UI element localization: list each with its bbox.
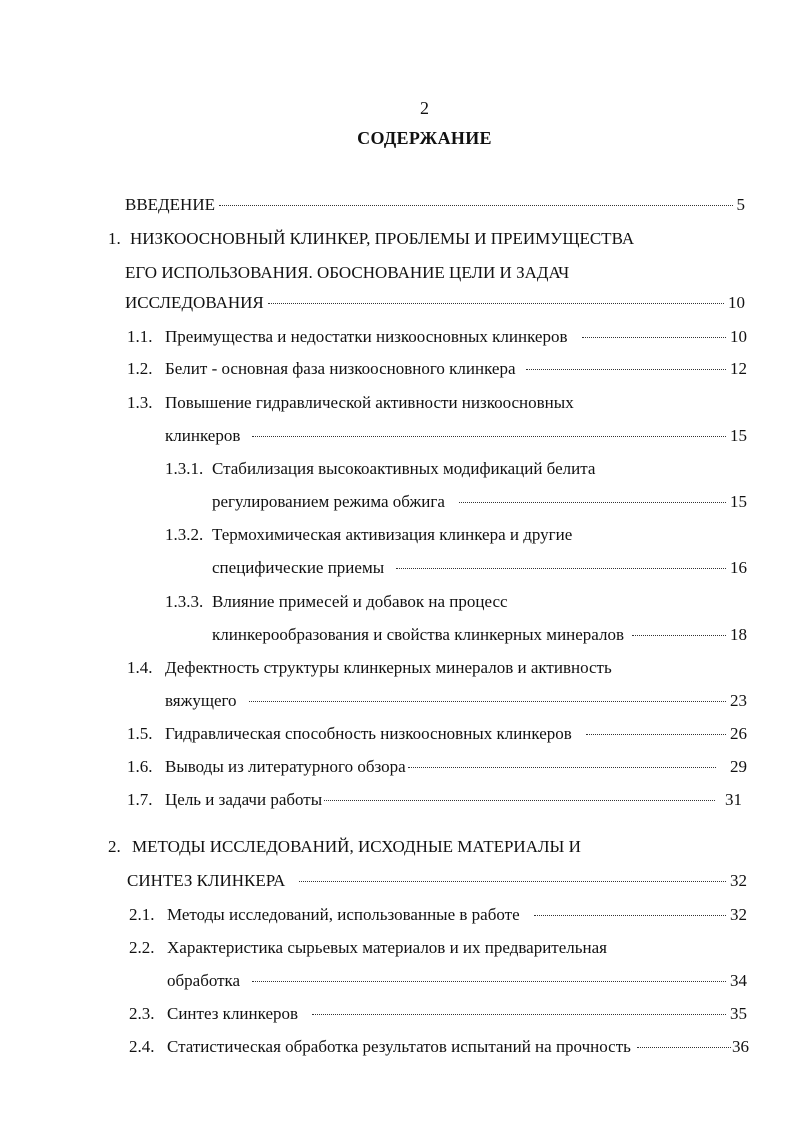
toc-entry-text: Цель и задачи работы — [165, 790, 323, 809]
page-title: СОДЕРЖАНИЕ — [357, 128, 492, 148]
toc-entry-text: специфические приемы — [212, 558, 385, 577]
toc-entry-s1-6 — [127, 756, 747, 778]
toc-entry-number: 2.3. — [129, 1004, 155, 1023]
toc-entry-s1-3-3-line2 — [212, 624, 747, 646]
leader-dots — [526, 368, 726, 370]
toc-page-number: 12 — [730, 359, 747, 378]
toc-entry-text: Влияние примесей и добавок на процесс — [212, 592, 508, 611]
toc-page-number: 35 — [730, 1004, 747, 1023]
toc-entry-number: 1.2. — [127, 359, 153, 378]
toc-entry-number: 1.6. — [127, 757, 153, 776]
toc-entry-s1-3-1-line1 — [165, 458, 595, 480]
leader-dots — [312, 1013, 726, 1015]
leader-dots — [632, 634, 726, 636]
toc-entry-text: Выводы из литературного обзора — [165, 757, 406, 776]
toc-entry-text: клинкеров — [165, 426, 241, 445]
toc-entry-text: НИЗКООСНОВНЫЙ КЛИНКЕР, ПРОБЛЕМЫ И ПРЕИМУЩЕСТВА — [130, 229, 635, 248]
toc-entry-text: СИНТЕЗ КЛИНКЕРА — [127, 871, 286, 890]
toc-page-number: 36 — [732, 1037, 749, 1056]
leader-dots — [252, 435, 726, 437]
toc-entry-text: Термохимическая активизация клинкера и другие — [212, 525, 573, 544]
toc-entry-text: Характеристика сырьевых материалов и их предварительная — [167, 938, 607, 957]
toc-entry-text: МЕТОДЫ ИССЛЕДОВАНИЙ, ИСХОДНЫЕ МАТЕРИАЛЫ И — [132, 837, 581, 856]
toc-entry-s1-3-2-line2 — [212, 557, 747, 579]
toc-entry-s1-1 — [127, 326, 747, 348]
toc-page-number: 10 — [728, 293, 745, 312]
toc-entry-number: 1.3. — [127, 393, 153, 412]
toc-entry-s1-line2 — [125, 262, 569, 284]
toc-entry-s1-4-line2 — [165, 690, 747, 712]
toc-entry-s1-3-line2 — [165, 425, 747, 447]
toc-entry-number: 1.3.1. — [165, 459, 204, 478]
toc-entry-s1-3-2-line1 — [165, 524, 572, 546]
toc-entry-text: Статистическая обработка результатов испытаний на прочность — [167, 1037, 631, 1056]
toc-entry-number: 2.2. — [129, 938, 155, 957]
toc-entry-s1-5 — [127, 723, 747, 745]
toc-entry-text: регулированием режима обжига — [212, 492, 445, 511]
toc-entry-text: Дефектность структуры клинкерных минералов и активность — [165, 658, 612, 677]
toc-entry-s2-4 — [129, 1036, 749, 1058]
leader-dots — [299, 880, 726, 882]
leader-dots — [252, 980, 726, 982]
leader-dots — [582, 336, 727, 338]
toc-entry-text: ВВЕДЕНИЕ — [125, 195, 215, 214]
toc-entry-number: 2.1. — [129, 905, 155, 924]
toc-entry-number: 1.3.2. — [165, 525, 204, 544]
toc-entry-text: Белит - основная фаза низкоосновного клинкера — [165, 359, 516, 378]
toc-entry-s2-1 — [129, 904, 747, 926]
toc-page-number: 5 — [736, 195, 745, 214]
toc-page-number: 10 — [730, 327, 747, 346]
toc-page-number: 26 — [730, 724, 747, 743]
toc-entry-number: 1.4. — [127, 658, 153, 677]
toc-entry-s2-line1 — [108, 836, 581, 858]
toc-entry-text: ИССЛЕДОВАНИЯ — [125, 293, 264, 312]
toc-page-number: 32 — [730, 905, 747, 924]
page-number: 2 — [420, 98, 429, 118]
toc-entry-s2-2-line1 — [129, 937, 607, 959]
toc-entry-text: клинкерообразования и свойства клинкерных минералов — [212, 625, 625, 644]
leader-dots — [459, 501, 726, 503]
toc-entry-text: вяжущего — [165, 691, 237, 710]
toc-entry-s1-line1 — [108, 228, 634, 250]
toc-entry-number: 2.4. — [129, 1037, 155, 1056]
leader-dots — [268, 302, 724, 304]
toc-page-number: 15 — [730, 426, 747, 445]
toc-entry-text: Повышение гидравлической активности низкоосновных — [165, 393, 574, 412]
toc-page-number: 34 — [730, 971, 747, 990]
leader-dots — [324, 799, 715, 801]
toc-entry-text: обработка — [167, 971, 241, 990]
toc-entry-number: 2. — [108, 837, 121, 856]
leader-dots — [586, 733, 726, 735]
toc-entry-number: 1.3.3. — [165, 592, 204, 611]
toc-entry-text: Стабилизация высокоактивных модификаций белита — [212, 459, 596, 478]
toc-entry-s2-2-line2 — [167, 970, 747, 992]
toc-entry-text: Синтез клинкеров — [167, 1004, 299, 1023]
leader-dots — [534, 914, 726, 916]
toc-entry-s1-3-line1 — [127, 392, 574, 414]
toc-entry-number: 1.1. — [127, 327, 153, 346]
toc-entry-s2-line2 — [127, 870, 747, 892]
toc-page-number: 18 — [730, 625, 747, 644]
toc-page-number: 15 — [730, 492, 747, 511]
toc-entry-number: 1.5. — [127, 724, 153, 743]
toc-page-number: 29 — [730, 757, 747, 776]
toc-page-number: 32 — [730, 871, 747, 890]
toc-entry-s1-7 — [127, 789, 742, 811]
leader-dots — [408, 766, 716, 768]
leader-dots — [396, 567, 726, 569]
toc-page-number: 16 — [730, 558, 747, 577]
leader-dots — [637, 1046, 731, 1048]
toc-entry-s1-3-1-line2 — [212, 491, 747, 513]
toc-entry-intro — [125, 194, 745, 216]
toc-entry-s2-3 — [129, 1003, 747, 1025]
toc-entry-text: Методы исследований, использованные в работе — [167, 905, 520, 924]
toc-entry-number: 1. — [108, 229, 121, 248]
toc-entry-number: 1.7. — [127, 790, 153, 809]
leader-dots — [219, 204, 733, 206]
toc-entry-s1-3-3-line1 — [165, 591, 508, 613]
toc-entry-s1-2 — [127, 358, 747, 380]
toc-page-number: 23 — [730, 691, 747, 710]
toc-entry-s1-line3 — [125, 292, 745, 314]
toc-entry-s1-4-line1 — [127, 657, 612, 679]
toc-entry-text: ЕГО ИСПОЛЬЗОВАНИЯ. ОБОСНОВАНИЕ ЦЕЛИ И ЗАДАЧ — [125, 263, 570, 282]
leader-dots — [249, 700, 726, 702]
toc-page-number: 31 — [725, 790, 742, 809]
toc-entry-text: Гидравлическая способность низкоосновных клинкеров — [165, 724, 572, 743]
toc-entry-text: Преимущества и недостатки низкоосновных клинкеров — [165, 327, 568, 346]
